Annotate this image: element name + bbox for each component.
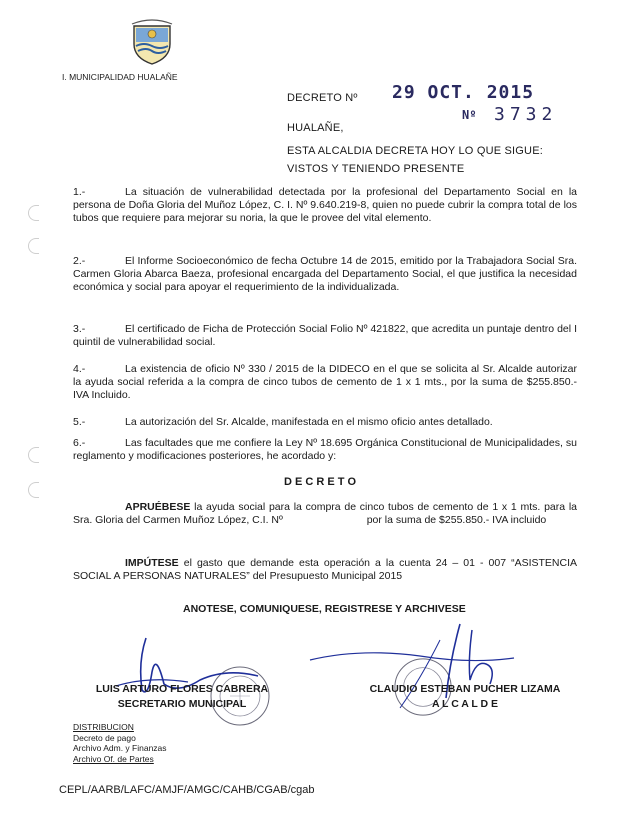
municipal-crest-icon <box>128 18 176 66</box>
mayor-name: CLAUDIO ESTEBAN PUCHER LIZAMA <box>369 683 561 695</box>
consideration-3 <box>73 323 577 349</box>
distribution-item: Decreto de pago <box>73 732 136 743</box>
punch-hole <box>28 482 39 498</box>
consideration-text: La existencia de oficio Nº 330 / 2015 de la DIDECO en el que se solicita al Sr. Alcalde autorizar la ayuda social referida a la compra de cinco tubos de cemento de 1 x 1 mts., por la suma de $255.850.- IVA Incluido. <box>73 363 577 402</box>
city-name: HUALAÑE, <box>287 122 344 134</box>
decree-label: DECRETO Nº <box>287 92 358 104</box>
vistos-line: VISTOS Y TENIENDO PRESENTE <box>287 163 465 175</box>
consideration-number: 1.- <box>73 186 86 198</box>
distribution-title: DISTRIBUCION <box>73 722 134 732</box>
date-stamp: 29 OCT. 2015 <box>392 82 535 103</box>
approve-amount: por la suma de $255.850.- IVA incluido <box>366 514 547 527</box>
punch-hole <box>28 447 39 463</box>
distribution-item: Archivo Of. de Partes <box>73 753 154 764</box>
decree-intro: ESTA ALCALDIA DECRETA HOY LO QUE SIGUE: <box>287 145 543 157</box>
impute-keyword: IMPÚTESE <box>125 557 179 569</box>
consideration-1 <box>73 186 577 226</box>
distribution-list <box>73 722 167 764</box>
number-stamp-prefix: Nº <box>462 108 477 122</box>
consideration-text: La situación de vulnerabilidad detectada por la profesional del Departamento Social en la persona de Doña Gloria del Muñoz López, C. I. Nº 9.640.219-8, quien no puede cubrir la compra total de los tubos que requiere para mejorar su noria, la que le provee del vital elemento. <box>73 186 577 225</box>
consideration-4 <box>73 363 577 403</box>
consideration-6 <box>73 437 577 463</box>
consideration-text: El certificado de Ficha de Protección Social Folio Nº 421822, que acredita un puntaje dentro del I quintil de vulnerabilidad social. <box>73 323 577 349</box>
consideration-number: 3.- <box>73 323 86 335</box>
mayor-title: A L C A L D E <box>431 698 499 710</box>
consideration-5 <box>73 416 577 429</box>
consideration-text: La autorización del Sr. Alcalde, manifestada en el mismo oficio antes detallado. <box>125 416 493 428</box>
punch-hole <box>28 205 39 221</box>
secretary-title: SECRETARIO MUNICIPAL <box>117 698 247 710</box>
consideration-number: 6.- <box>73 437 86 449</box>
institution-name: I. MUNICIPALIDAD HUALAÑE <box>62 72 178 82</box>
redacted-id <box>286 515 364 526</box>
mayor-signature-icon <box>300 620 520 710</box>
consideration-text: El Informe Socioeconómico de fecha Octubre 14 de 2015, emitido por la Trabajadora Social Sra. Carmen Gloria Abarca Baeza, profesional encargada del Departamento Social, el que justifica la necesidad económica y social para apoyar el requerimiento de la individualizada. <box>73 255 577 294</box>
distribution-item: Archivo Adm. y Finanzas <box>73 743 167 753</box>
closing-formula: ANOTESE, COMUNIQUESE, REGISTRESE Y ARCHIVESE <box>183 603 466 615</box>
consideration-number: 4.- <box>73 363 86 375</box>
secretary-name: LUIS ARTURO FLORES CABRERA <box>95 683 269 695</box>
consideration-text: Las facultades que me confiere la Ley Nº 18.695 Orgánica Constitucional de Municipalidades, su reglamento y modificaciones posteriores, he acordado y: <box>73 437 577 463</box>
resolution-impute <box>73 557 577 583</box>
consideration-number: 5.- <box>73 416 86 428</box>
punch-hole <box>28 238 39 254</box>
consideration-number: 2.- <box>73 255 86 267</box>
decree-number-stamp: 3732 <box>494 104 558 125</box>
approve-keyword: APRUÉBESE <box>125 501 191 513</box>
decreto-title: D E C R E T O <box>284 476 357 488</box>
initials-line: CEPL/AARB/LAFC/AMJF/AMGC/CAHB/CGAB/cgab <box>59 784 315 796</box>
consideration-2 <box>73 255 577 295</box>
approve-text: la ayuda social para la compra de cinco tubos de cemento de 1 x 1 mts. para la Sra. Gloria del Carmen Muñoz López, C.I. Nº <box>73 501 578 527</box>
impute-text: el gasto que demande esta operación a la cuenta 24 – 01 - 007 “ASISTENCIA SOCIAL A PERSONAS NATURALES” del Presupuesto Municipal 2015 <box>73 557 577 583</box>
resolution-approve <box>73 501 577 527</box>
